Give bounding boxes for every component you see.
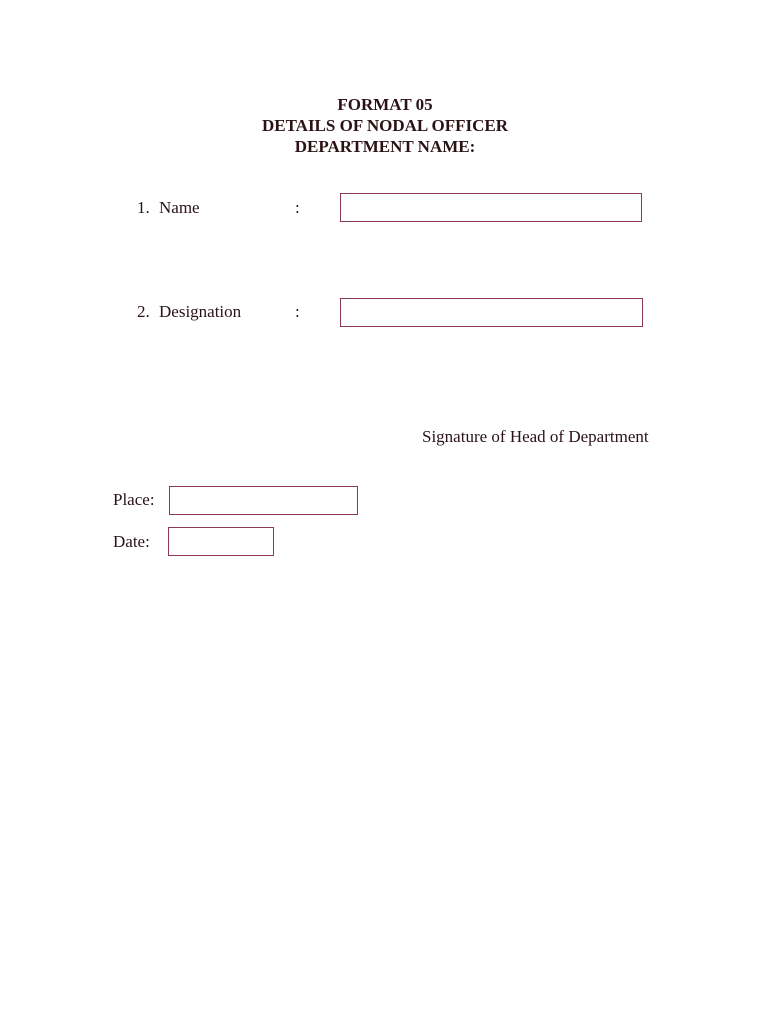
department-name-label: DEPARTMENT NAME: bbox=[294, 137, 476, 156]
designation-number: 2. bbox=[137, 302, 150, 321]
designation-label: Designation bbox=[159, 302, 242, 321]
name-label: Name bbox=[159, 198, 200, 217]
name-input[interactable] bbox=[340, 193, 642, 222]
signature-label: Signature of Head of Department bbox=[422, 427, 649, 446]
form-subtitle: DETAILS OF NODAL OFFICER bbox=[261, 116, 509, 135]
designation-input[interactable] bbox=[340, 298, 643, 327]
format-title: FORMAT 05 bbox=[337, 95, 433, 114]
name-number: 1. bbox=[137, 198, 150, 217]
designation-colon: : bbox=[295, 302, 300, 321]
date-label: Date: bbox=[113, 532, 150, 551]
name-colon: : bbox=[295, 198, 300, 217]
place-label: Place: bbox=[113, 490, 155, 509]
date-input[interactable] bbox=[168, 527, 274, 556]
form-heading bbox=[0, 94, 770, 157]
place-input[interactable] bbox=[169, 486, 358, 515]
